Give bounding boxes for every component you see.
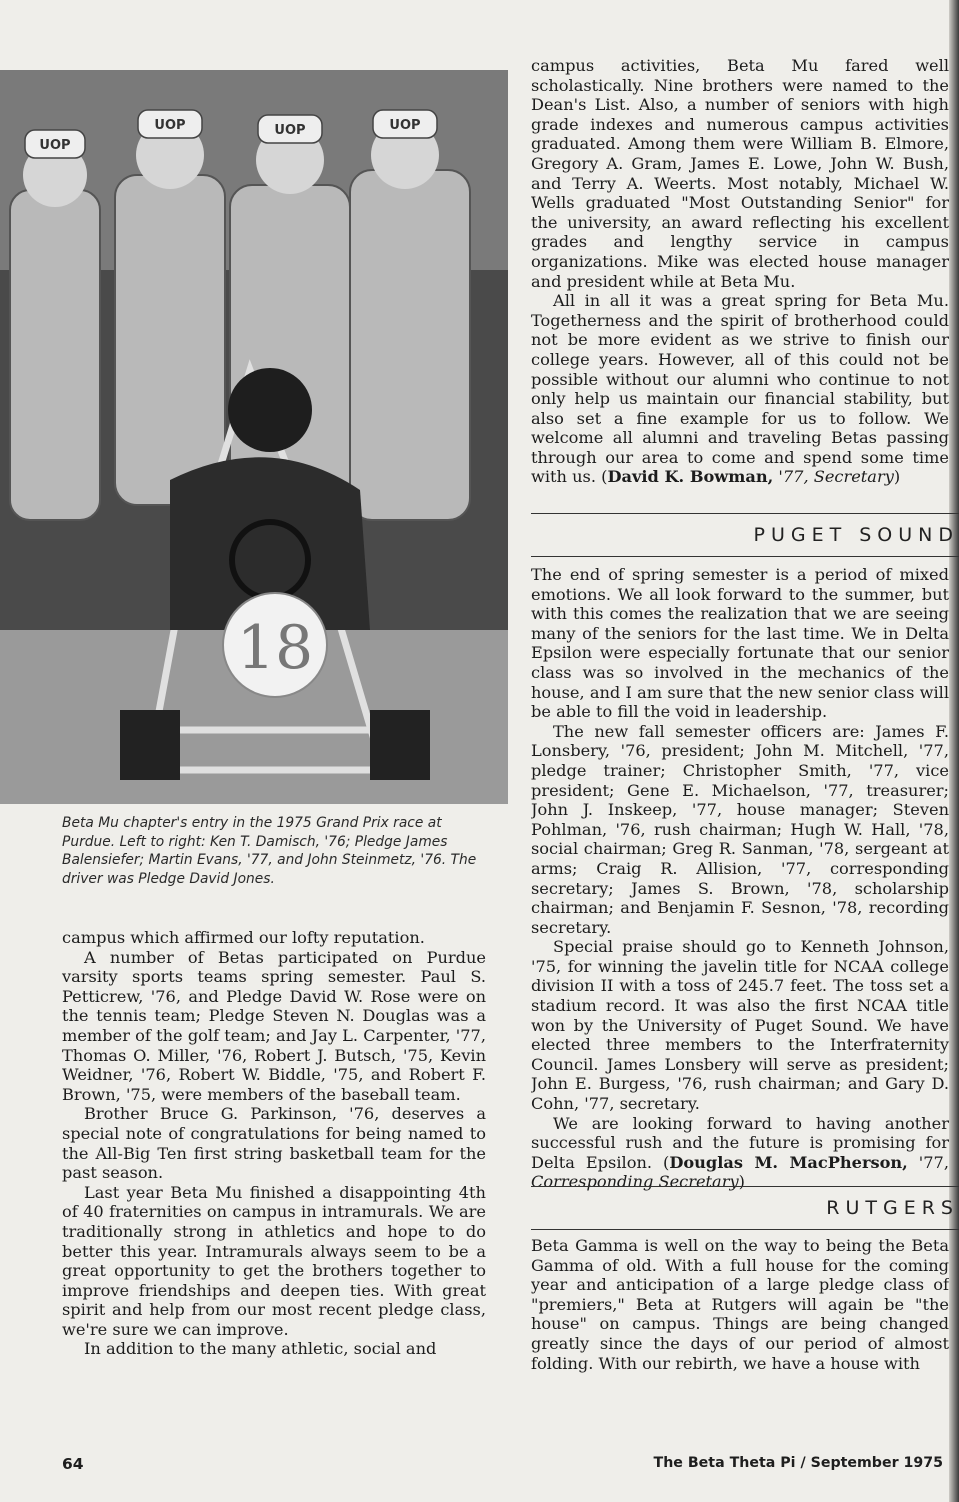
cap-label-1: UOP <box>39 138 71 153</box>
beta-mu-paragraph-2 <box>531 291 949 487</box>
puget-author: Douglas M. MacPherson, <box>669 1152 908 1172</box>
rutgers-section <box>531 1236 949 1373</box>
puget-paragraph-3: Special praise should go to Kenneth Johnson, '75, for winning the javelin title for NCAA college division II with a toss of 245.7 feet. The toss set a stadium record. It was also the first NCAA title won by the University of Puget Sound. We have elected three members to the Interfraternity Council. James Lonsbery will serve as president; John E. Burgess, '76, rush chairman; and Gary D. Cohn, '77, secretary. <box>531 937 949 1114</box>
puget-paragraph-2: The new fall semester officers are: James F. Lonsbery, '76, president; John M. Mitchell, '77, pledge trainer; Christopher Smith, '77, vice president; Gene E. Michaelson, '77, treasurer; John J. Inskeep, '77, house manager; Steven Pohlman, '76, rush chairman; Hugh W. Hall, '78, social chairman; Greg R. Sanman, '78, sergeant at arms; Craig R. Allision, '77, corresponding secretary; James S. Brown, '78, scholarship chairman; and Benjamin F. Sesnon, '78, recording secretary. <box>531 721 949 937</box>
beta-mu-author: David K. Bowman, <box>607 467 774 487</box>
cap-label-2: UOP <box>154 118 186 133</box>
page-number: 64 <box>62 1455 84 1473</box>
beta-mu-author-role: '77, Secretary <box>773 467 894 487</box>
rutgers-heading: RUTGERS <box>531 1186 959 1230</box>
puget-sound-heading: PUGET SOUND <box>531 513 959 557</box>
puget-author-year: '77, <box>907 1152 949 1172</box>
page-binding-edge <box>949 0 959 1502</box>
puget-sound-section <box>531 565 949 1192</box>
beta-mu-close-paren: ) <box>893 467 901 487</box>
left-paragraph-3: Brother Bruce G. Parkinson, '76, deserves a special note of congratulations for being named to the All-Big Ten first string basketball team for the past season. <box>62 1104 486 1183</box>
beta-mu-continued <box>531 56 949 487</box>
puget-author-role: Corresponding Secretary <box>531 1172 739 1192</box>
puget-close-paren: ) <box>738 1172 745 1192</box>
beta-mu-paragraph-2-text: All in all it was a great spring for Beta Mu. Togetherness and the spirit of brotherhood could not be more evident as we strive to finish our college years. However, all of this could not be possible without our alumni who continue to not only help us maintain our financial stability, but also set a fine example for us to follow. We welcome all alumni and traveling Betas passing through our area to come and spend some time with us. ( <box>531 291 949 487</box>
photo-caption: Beta Mu chapter's entry in the 1975 Grand Prix race at Purdue. Left to right: Ken T. Damisch, '76; Pledge James Balensiefer; Martin Evans, '77, and John Steinmetz, '76. The driver was Pledge David Jones. <box>62 815 477 887</box>
kart-number: 18 <box>236 613 314 683</box>
grand-prix-photo <box>0 70 508 804</box>
left-paragraph-2: A number of Betas participated on Purdue varsity sports teams spring semester. Paul S. Petticrew, '76, and Pledge David W. Rose were on the tennis team; Pledge Steven N. Douglas was a member of the golf team; and Jay L. Carpenter, '77, Thomas O. Miller, '76, Robert J. Butsch, '75, Kevin Weidner, '76, Robert W. Biddle, '75, and Robert F. Brown, '75, were members of the baseball team. <box>62 947 486 1104</box>
left-paragraph-1: campus which affirmed our lofty reputation. <box>62 928 425 947</box>
left-column <box>62 928 486 1359</box>
left-paragraph-4: Last year Beta Mu finished a disappointing 4th of 40 fraternities on campus in intramurals. We are traditionally strong in athletics and hope to do better this year. Intramurals always seem to be a great opportunity to get the brothers together to improve friendships and deepen ties. With great spirit and help from our most recent pledge class, we're sure we can improve. <box>62 1182 486 1339</box>
rutgers-paragraph-1: Beta Gamma is well on the way to being the Beta Gamma of old. With a full house for the coming year and anticipation of a large pledge class of "premiers," Beta at Rutgers will again be "the house" on campus. Things are being changed greatly since the days of our period of almost folding. With our rebirth, we have a house with <box>531 1236 949 1373</box>
beta-mu-paragraph-1: campus activities, Beta Mu fared well scholastically. Nine brothers were named to the Dean's List. Also, a number of seniors with high grade indexes and numerous campus activities graduated. Among them were William B. Elmore, Gregory A. Gram, James E. Lowe, John W. Bush, and Terry A. Weerts. Most notably, Michael W. Wells graduated "Most Outstanding Senior" for the university, an award reflecting his excellent grades and lengthy service in campus organizations. Mike was elected house manager and president while at Beta Mu. <box>531 56 949 291</box>
puget-paragraph-1: The end of spring semester is a period of mixed emotions. We all look forward to the summer, but with this comes the realization that we are seeing many of the seniors for the last time. We in Delta Epsilon were especially fortunate that our senior class was so involved in the mechanics of the house, and I am sure that the new senior class will be able to fill the void in leadership. <box>531 565 949 722</box>
puget-paragraph-4-text: We are looking forward to having another successful rush and the future is promising for Delta Epsilon. ( <box>531 1113 949 1172</box>
running-title: The Beta Theta Pi / September 1975 <box>653 1455 943 1471</box>
photo-illustration <box>0 70 508 804</box>
cap-label-4: UOP <box>389 118 421 133</box>
puget-paragraph-4 <box>531 1114 949 1192</box>
cap-label-3: UOP <box>274 123 306 138</box>
left-paragraph-5: In addition to the many athletic, social and <box>84 1339 437 1359</box>
